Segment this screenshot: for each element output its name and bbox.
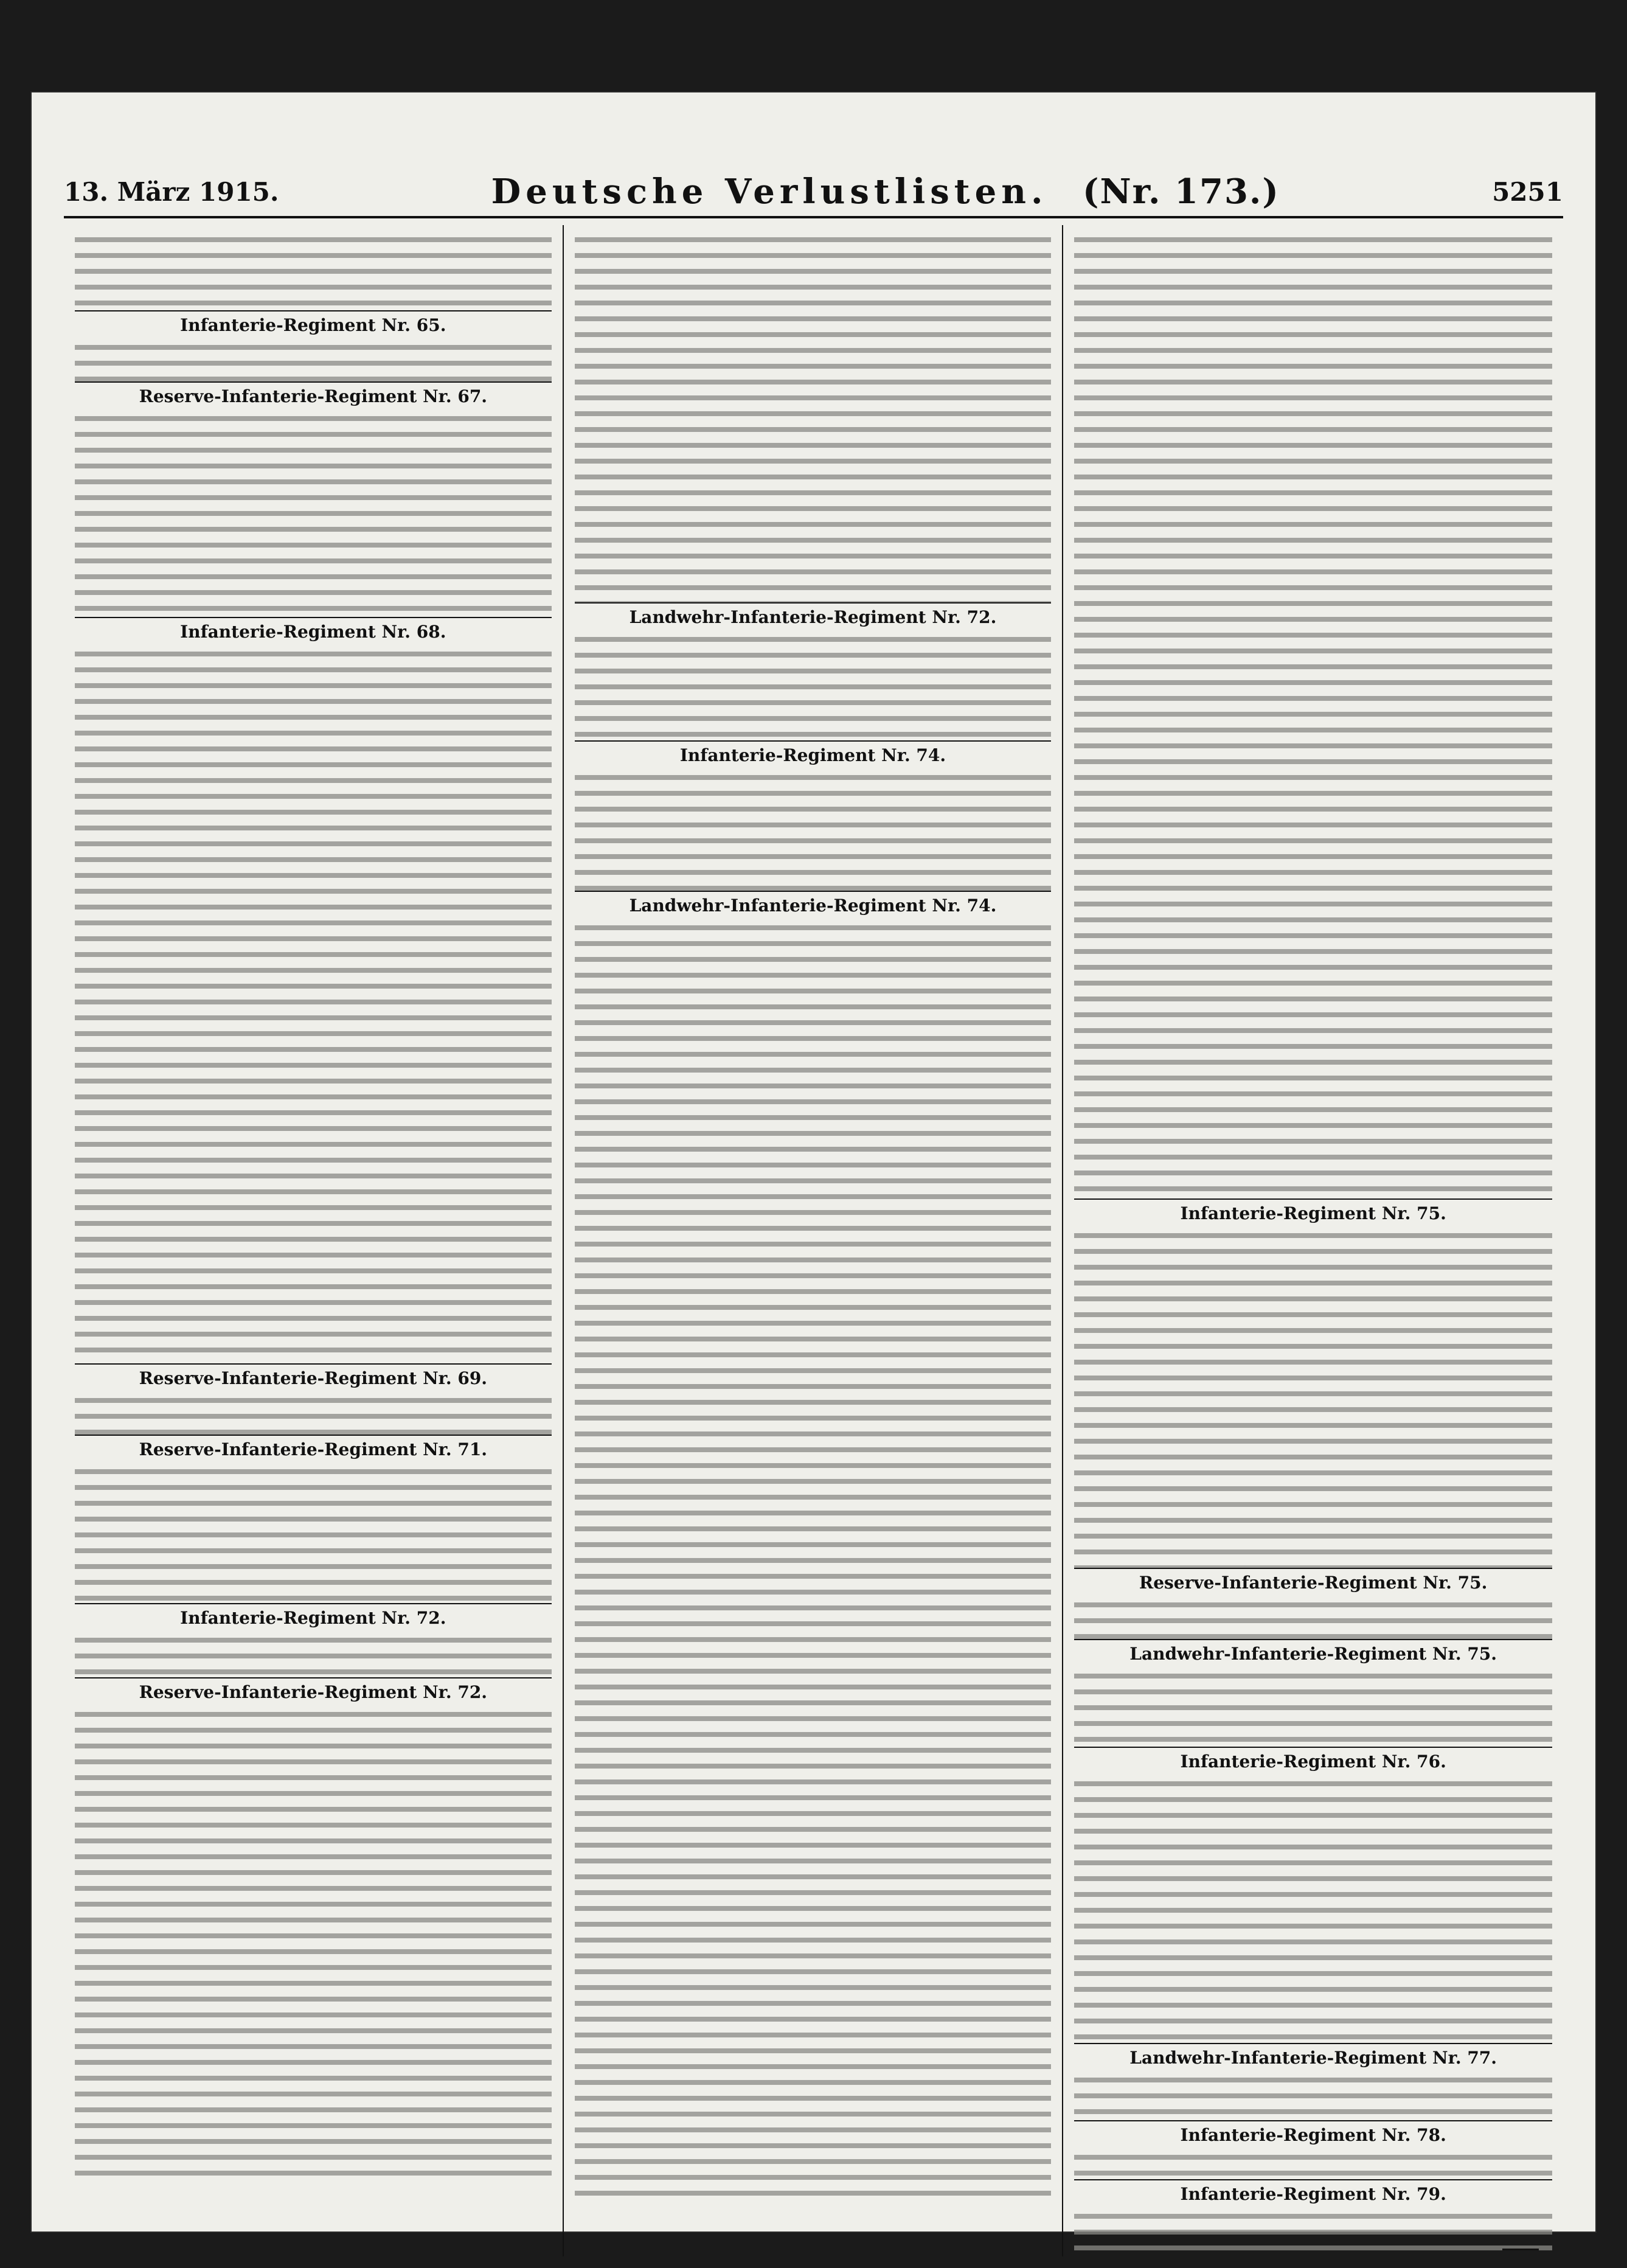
regiment-heading: Infanterie-Regiment Nr. 78. (1074, 2120, 1552, 2149)
entry-block (575, 631, 1052, 740)
regiment-heading: Landwehr-Infanterie-Regiment Nr. 77. (1074, 2043, 1552, 2071)
entry-block (1074, 2208, 1552, 2256)
regiment-heading: Landwehr-Infanterie-Regiment Nr. 75. (1074, 1639, 1552, 1668)
entry-block (1074, 2149, 1552, 2179)
end-rule (1502, 2249, 1539, 2250)
header-issue: (Nr. 173.) (1083, 172, 1280, 212)
columns (64, 225, 1563, 2204)
entry-block (575, 919, 1052, 2197)
section (1074, 1747, 1552, 2043)
section (1074, 2179, 1552, 2256)
entry-block (75, 1706, 552, 2180)
regiment-heading: Reserve-Infanterie-Regiment Nr. 67. (75, 381, 552, 410)
section (575, 602, 1052, 740)
page-header (64, 170, 1563, 213)
section (75, 1363, 552, 1435)
entry-block (75, 410, 552, 617)
header-title-text: Deutsche Verlustlisten. (491, 172, 1048, 212)
entry-block (75, 339, 552, 381)
section (75, 1435, 552, 1603)
section (1074, 1639, 1552, 1747)
entry-block (575, 769, 1052, 891)
column-1 (64, 225, 564, 2256)
entry-block (1074, 1596, 1552, 1639)
column-3 (1063, 225, 1563, 2256)
entry-block (1074, 2071, 1552, 2120)
column-2 (564, 225, 1064, 2256)
regiment-heading: Reserve-Infanterie-Regiment Nr. 69. (75, 1363, 552, 1392)
entry-block (75, 1632, 552, 1677)
section (1074, 2043, 1552, 2120)
entry-block (1074, 1227, 1552, 1568)
regiment-heading: Infanterie-Regiment Nr. 76. (1074, 1747, 1552, 1775)
regiment-heading: Reserve-Infanterie-Regiment Nr. 72. (75, 1677, 552, 1706)
section (1074, 1198, 1552, 1568)
section (75, 1677, 552, 2180)
header-rule (64, 216, 1563, 218)
header-date: 13. März 1915. (64, 176, 279, 207)
regiment-heading: Infanterie-Regiment Nr. 74. (575, 740, 1052, 769)
section (75, 617, 552, 1363)
regiment-heading: Infanterie-Regiment Nr. 68. (75, 617, 552, 645)
regiment-heading: Infanterie-Regiment Nr. 72. (75, 1603, 552, 1632)
newspaper-page (30, 91, 1597, 2233)
entry-block (75, 645, 552, 1363)
section (575, 740, 1052, 891)
section (1074, 2120, 1552, 2179)
regiment-heading: Landwehr-Infanterie-Regiment Nr. 72. (575, 602, 1052, 631)
regiment-heading: Infanterie-Regiment Nr. 65. (75, 310, 552, 339)
regiment-heading: Reserve-Infanterie-Regiment Nr. 75. (1074, 1568, 1552, 1596)
entry-block (75, 1463, 552, 1603)
entry-block (1074, 1775, 1552, 2043)
section (75, 381, 552, 617)
entry-block (75, 1392, 552, 1435)
entry-block (1074, 1668, 1552, 1747)
section (1074, 1568, 1552, 1639)
section (575, 891, 1052, 2197)
column-2-top-lines (575, 231, 1052, 602)
regiment-heading: Infanterie-Regiment Nr. 79. (1074, 2179, 1552, 2208)
section (75, 310, 552, 381)
header-page-number: 5251 (1492, 176, 1563, 207)
column-3-top-lines (1074, 231, 1552, 1198)
regiment-heading: Landwehr-Infanterie-Regiment Nr. 74. (575, 891, 1052, 919)
regiment-heading: Reserve-Infanterie-Regiment Nr. 71. (75, 1435, 552, 1463)
section (75, 1603, 552, 1677)
regiment-heading: Infanterie-Regiment Nr. 75. (1074, 1198, 1552, 1227)
header-title (491, 172, 1280, 212)
column-1-top-lines (75, 231, 552, 310)
